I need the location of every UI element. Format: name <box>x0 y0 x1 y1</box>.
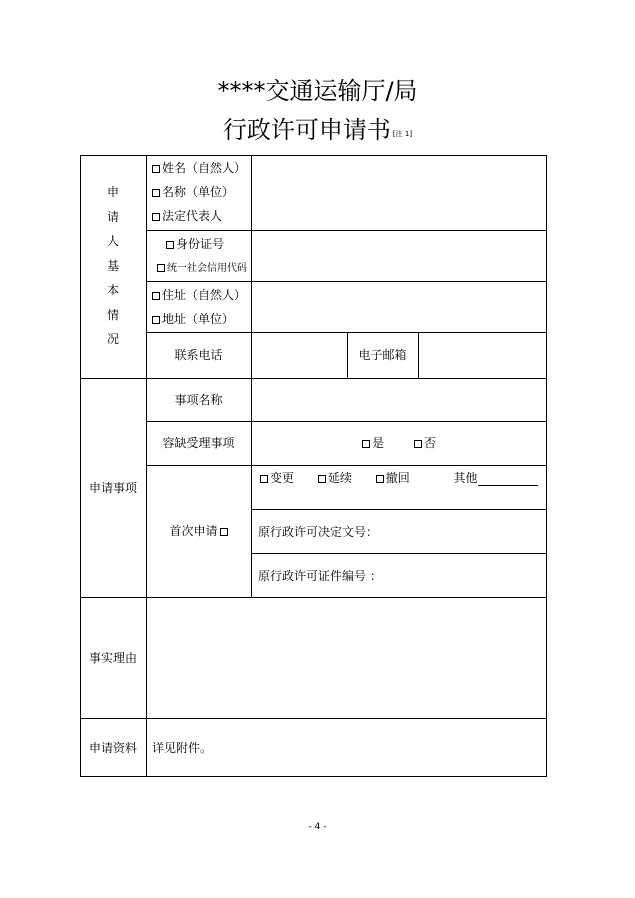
first-apply-option[interactable]: 首次申请 <box>146 523 251 539</box>
tolerance-label: 容缺受理事项 <box>162 436 235 450</box>
name-option-natural[interactable]: 姓名（自然人） <box>152 160 246 176</box>
checkbox-icon[interactable] <box>152 165 160 173</box>
applicant-char: 况 <box>106 332 119 346</box>
applicant-char: 基 <box>106 258 119 273</box>
address-option-natural[interactable]: 住址（自然人） <box>152 287 246 303</box>
materials-label: 申请资料 <box>88 741 137 755</box>
option-withdraw[interactable]: 撤回 <box>376 471 410 485</box>
materials-value: 详见附件。 <box>152 741 213 755</box>
name-option-legal-rep[interactable]: 法定代表人 <box>152 208 222 224</box>
facts-label: 事实理由 <box>88 651 137 665</box>
item-name-label: 事项名称 <box>174 393 223 407</box>
tolerance-yes-option[interactable]: 是 <box>362 435 384 451</box>
document-title: ****交通运输厅/局 <box>217 77 418 105</box>
cert-no-label: 原行政许可证件编号 ： <box>258 569 382 583</box>
checkbox-icon[interactable] <box>152 213 160 221</box>
id-option-idcard[interactable]: 身份证号 <box>166 236 224 252</box>
phone-input[interactable] <box>252 333 347 378</box>
matter-section-label: 申请事项 <box>88 481 137 495</box>
applicant-char: 申 <box>106 185 119 199</box>
id-input[interactable] <box>252 231 546 281</box>
address-option-unit[interactable]: 地址（单位） <box>152 311 234 327</box>
applicant-char: 人 <box>106 234 119 248</box>
title-note: [注 1] <box>392 130 413 138</box>
option-other-label: 其他 <box>453 471 478 485</box>
option-change[interactable]: 变更 <box>260 471 294 485</box>
id-option-credit-code[interactable]: 统一社会信用代码 <box>157 261 247 277</box>
subtitle-text: 行政许可申请书 <box>222 116 391 144</box>
address-input[interactable] <box>252 282 546 332</box>
checkbox-icon[interactable] <box>362 440 370 448</box>
email-label: 电子邮箱 <box>358 348 407 362</box>
checkbox-icon[interactable] <box>166 241 174 249</box>
name-option-unit[interactable]: 名称（单位） <box>152 184 234 200</box>
decision-no-label: 原行政许可决定文号： <box>258 525 379 539</box>
applicant-char: 请 <box>106 209 119 224</box>
checkbox-icon[interactable] <box>260 475 268 483</box>
checkbox-icon[interactable] <box>220 528 228 536</box>
applicant-char: 情 <box>106 307 119 322</box>
checkbox-icon[interactable] <box>152 189 160 197</box>
checkbox-icon[interactable] <box>376 475 384 483</box>
tolerance-no-option[interactable]: 否 <box>414 435 436 451</box>
facts-input[interactable] <box>147 598 546 718</box>
checkbox-icon[interactable] <box>318 475 326 483</box>
other-input[interactable] <box>478 473 538 486</box>
name-input[interactable] <box>252 156 546 230</box>
change-options-row <box>260 470 538 486</box>
checkbox-icon[interactable] <box>152 292 160 300</box>
checkbox-icon[interactable] <box>157 264 165 272</box>
applicant-section-label <box>80 180 146 352</box>
checkbox-icon[interactable] <box>414 440 422 448</box>
document-subtitle <box>0 115 635 145</box>
applicant-char: 本 <box>106 283 119 297</box>
option-renew[interactable]: 延续 <box>318 471 352 485</box>
page-number: - 4 - <box>308 822 327 832</box>
phone-label: 联系电话 <box>174 348 223 362</box>
checkbox-icon[interactable] <box>152 316 160 324</box>
email-input[interactable] <box>419 333 546 378</box>
item-name-input[interactable] <box>252 379 546 421</box>
